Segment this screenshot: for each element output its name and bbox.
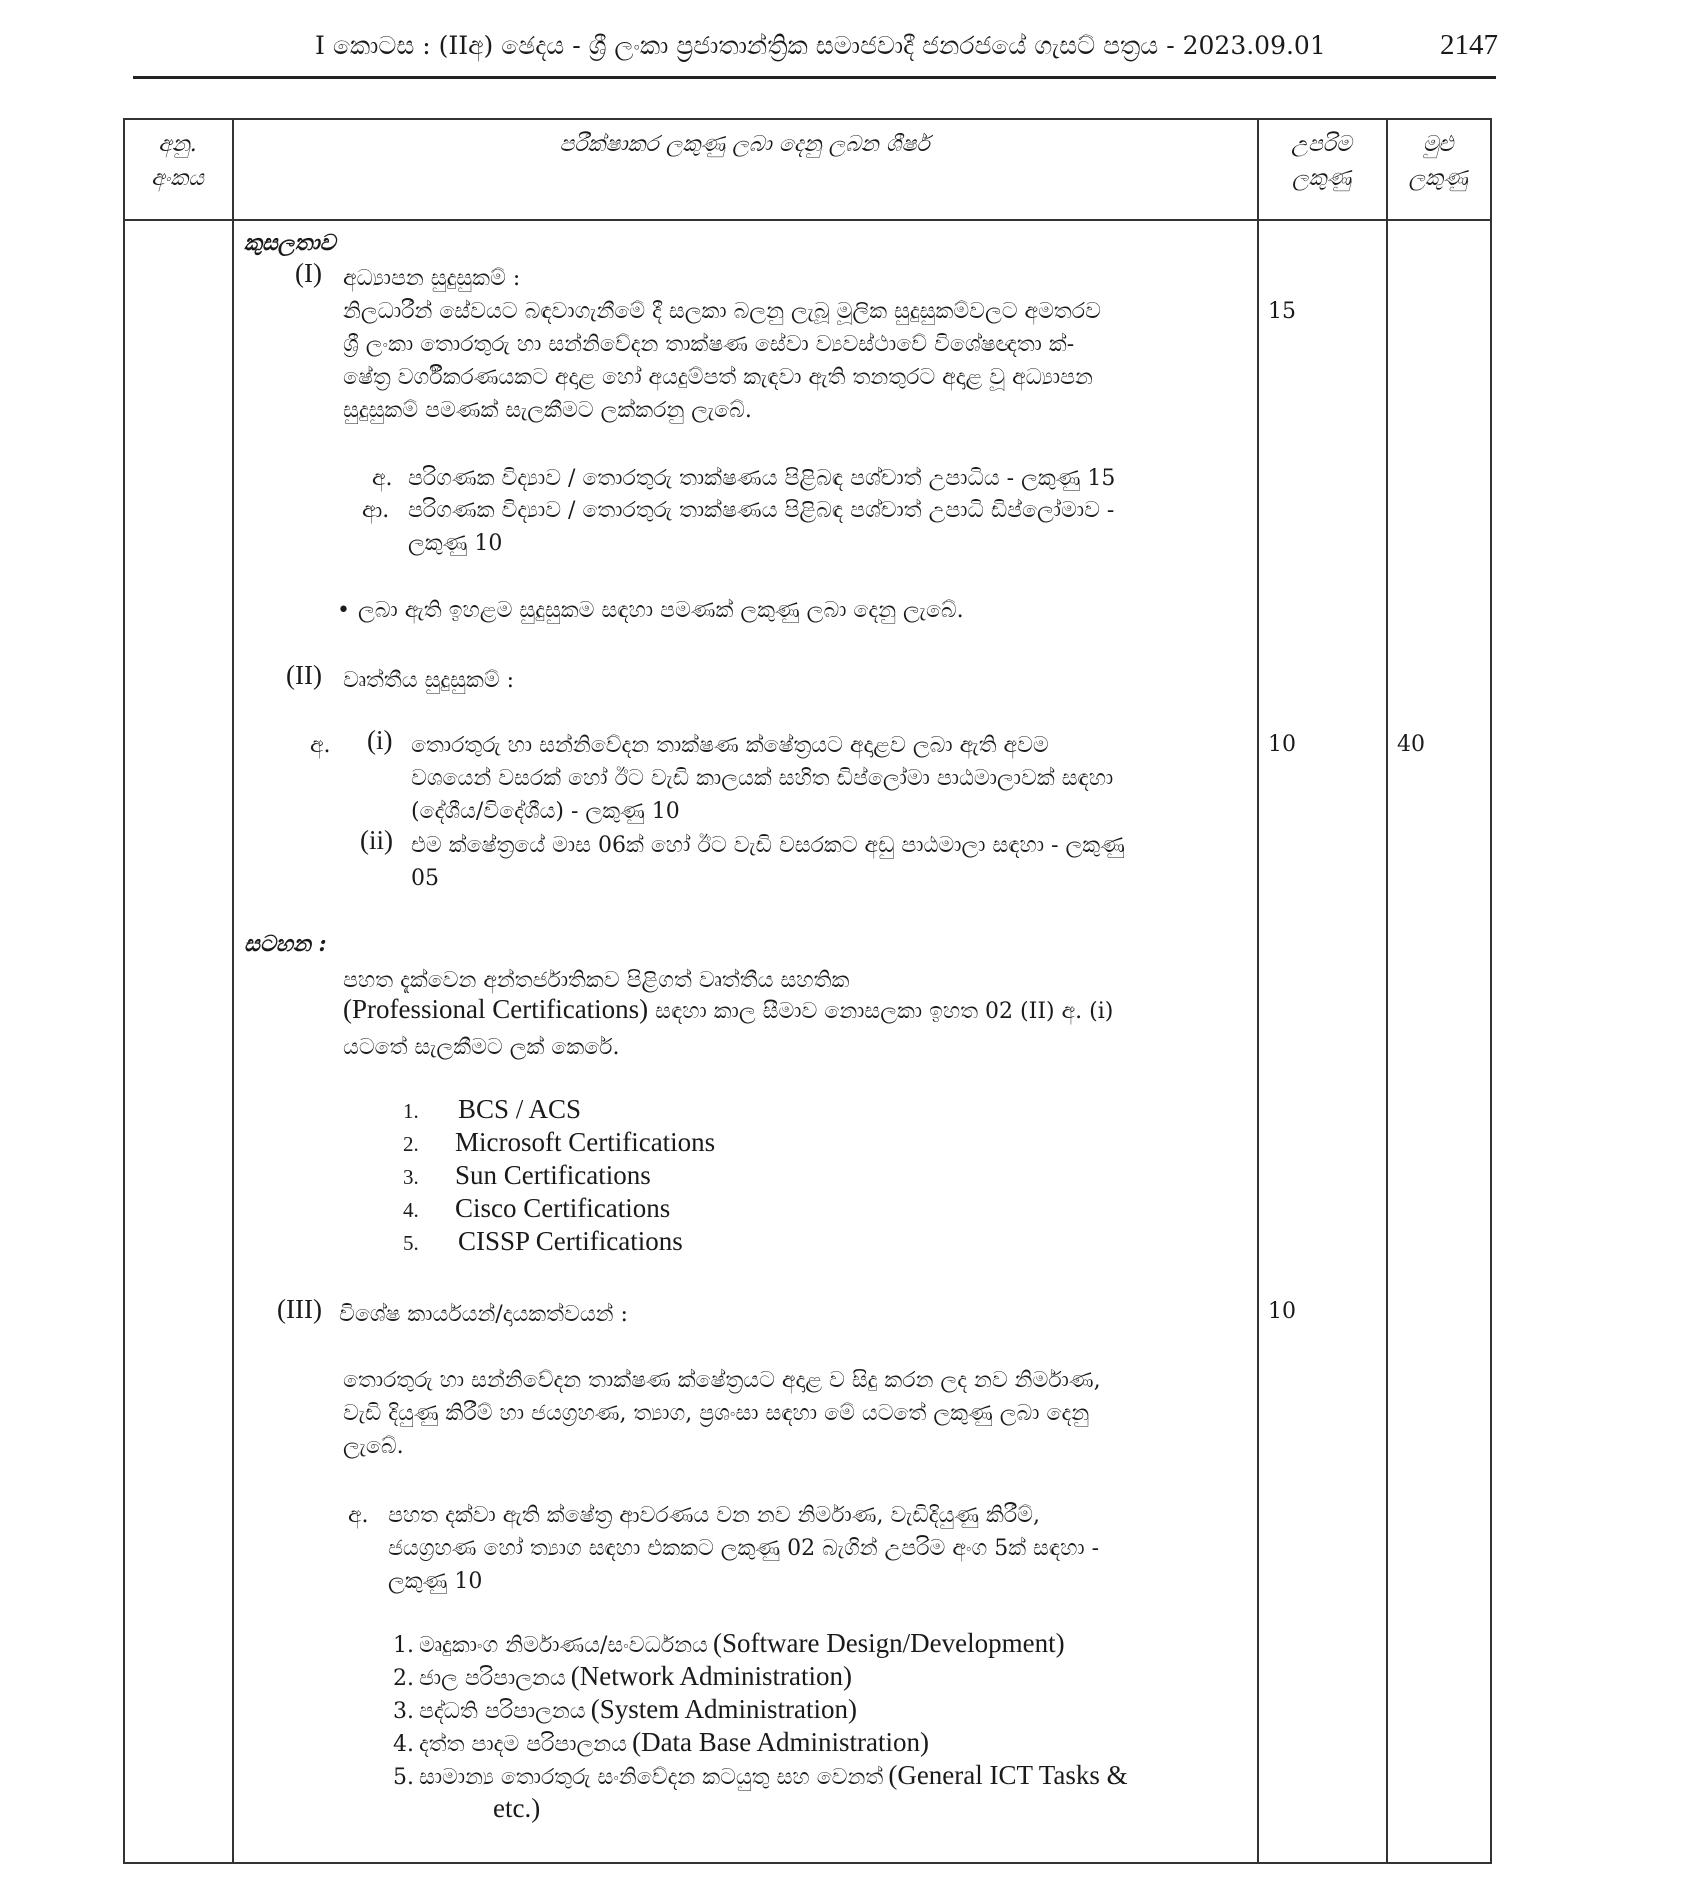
header-serial-no-line2: අංකය: [151, 166, 204, 191]
list-item-number: 5.: [403, 1231, 419, 1255]
list-item-sinhala: සාමාන්‍ය තොරතුරු සංනිවේදන කටයුතු සහ වෙනත්: [419, 1765, 884, 1790]
total-marks: 40: [1397, 732, 1425, 757]
table-bottom-border: [123, 1862, 1492, 1864]
section-1-aa-marker: ආ.: [362, 498, 390, 523]
note-line-2-english: (Professional Certifications): [343, 994, 649, 1024]
certifications-list: [403, 1094, 715, 1259]
header-total-marks-line2: ලකුණු: [1408, 166, 1468, 191]
header-serial-no-line1: අනු.: [158, 132, 197, 157]
header-max-marks-line1: උපරිම: [1291, 132, 1352, 157]
list-item-text: CISSP Certifications: [458, 1226, 683, 1256]
max-marks-special: 10: [1268, 1299, 1296, 1324]
table-left-border: [123, 118, 125, 1863]
section-2-i-text: [411, 729, 1113, 828]
section-1-bullet-note: ලබා ඇති ඉහළම සුදුසුකම සඳහා පමණක් ලකුණු ලබා දෙනු ලැබේ.: [358, 598, 964, 623]
section-2-a-marker: අ.: [310, 733, 331, 758]
header-rule: [133, 76, 1496, 79]
section-1-a-text: පරිගණක විද්‍යාව / තොරතුරු තාක්ෂණය පිළිබඳ පශ්චාත් උපාධිය - ලකුණු 15: [408, 466, 1116, 491]
page-header-title: I කොටස : (IIඅ) ඡෙදය - ශ්‍රී ලංකා ප්‍රජාතාන්ත්‍රික සමාජවාදී ජනරජයේ ගැසට් පත්‍රය - 2023.09.01: [315, 31, 1326, 60]
page-number: 2147: [1440, 29, 1498, 61]
list-item-text: Microsoft Certifications: [455, 1127, 716, 1157]
list-item: [403, 1094, 715, 1127]
section-3-a-marker: අ.: [348, 1503, 369, 1528]
table-top-border: [123, 118, 1492, 120]
list-item-number: 4.: [393, 1732, 414, 1757]
section-2-ii-text: [411, 829, 1125, 895]
section-2-i-line: (දේශීය/විදේශීය) - ලකුණු 10: [411, 799, 680, 824]
section-3-a-line: ජයග්‍රහණ හෝ ත්‍යාග සඳහා එකකට ලකුණු 02 බැගින් උපරිම අංග 5ක් සඳහා -: [388, 1536, 1100, 1561]
list-item-text: Sun Certifications: [455, 1160, 651, 1190]
section-3-a-line: ලකුණු 10: [388, 1569, 483, 1594]
list-item-english: (Software Design/Development): [712, 1628, 1065, 1658]
list-item: [393, 1661, 1128, 1694]
list-item-sinhala: දත්ත පාදම පරිපාලනය: [419, 1732, 627, 1757]
section-3-para-line: තොරතුරු හා සන්නිවේදන තාක්ෂණ ක්ෂේත්‍රයට අදාළ ව සිදු කරන ලද නව නිර්මාණ,: [343, 1368, 1101, 1393]
list-item-number: 2.: [393, 1666, 414, 1691]
list-item: [403, 1127, 715, 1160]
note-line-3: යටතේ සැලකීමට ලක් කෙරේ.: [343, 1035, 620, 1060]
list-item-sinhala: ජාල පරිපාලනය: [419, 1666, 566, 1691]
list-item-english: (System Administration): [590, 1694, 857, 1724]
list-item-english: (Network Administration): [570, 1661, 853, 1691]
section-1-para-line: ශ්‍රී ලංකා තොරතුරු හා සන්නිවේදන තාක්ෂණ සේවා ව්‍යවස්ථාවේ විශේෂඥතා ක්-: [343, 332, 1075, 357]
section-1-para-line: සුදුසුකම් පමණක් සැලකීමට ලක්කරනු ලැබේ.: [343, 398, 752, 423]
table-col-divider-3: [1386, 118, 1388, 1863]
areas-list: [393, 1628, 1128, 1826]
section-2-ii-marker: (ii): [360, 825, 393, 855]
list-item: [403, 1226, 715, 1259]
section-1-title: අධ්‍යාපන සුදුසුකම් :: [343, 266, 521, 291]
list-item-sinhala: පද්ධති පරිපාලනය: [419, 1699, 586, 1724]
list-item: [393, 1727, 1128, 1760]
list-item-text: Cisco Certifications: [455, 1193, 671, 1223]
section-2-title: වෘත්තීය සුදුසුකම් :: [343, 668, 515, 693]
section-1-aa-text-line1: පරිගණක විද්‍යාව / තොරතුරු තාක්ෂණය පිළිබඳ පශ්චාත් උපාධි ඩිප්ලෝමාව -: [408, 498, 1115, 523]
list-item: [403, 1160, 715, 1193]
list-item-number: 3.: [403, 1165, 419, 1189]
max-marks-professional: 10: [1268, 732, 1296, 757]
table-right-border: [1490, 118, 1492, 1863]
section-1-para-line: ෂේත්‍ර වර්ගීකරණයකට අදාළ හෝ අයදුම්පත් කැඳවා ඇති තනතුරට අදාළ වූ අධ්‍යාපන: [343, 365, 1093, 390]
table-header-divider: [123, 219, 1492, 221]
section-3-a-line: පහත දක්වා ඇති ක්ෂේත්‍ර ආවරණය වන නව නිර්මාණ, වැඩිදියුණු කිරීම්,: [388, 1503, 1040, 1528]
note-line-2: [343, 994, 1113, 1028]
list-item-english: etc.): [493, 1793, 541, 1823]
header-serial-no: [125, 128, 230, 196]
max-marks-education: 15: [1268, 299, 1296, 324]
list-item: [393, 1628, 1128, 1661]
header-title: පරීක්ෂාකර ලකුණු ලබා දෙනු ලබන ශීර්ෂ: [559, 132, 930, 157]
section-2-i-marker: (i): [367, 725, 393, 755]
section-3-a-text: [388, 1499, 1099, 1598]
list-item-number: 3.: [393, 1699, 414, 1724]
section-1-a-marker: අ.: [372, 466, 393, 491]
list-item: [393, 1694, 1128, 1727]
section-3-para-line: ලැබේ.: [343, 1434, 404, 1459]
list-item-number: 2.: [403, 1132, 419, 1156]
section-3-para-line: වැඩි දියුණු කිරීම් හා ජයග්‍රහණ, ත්‍යාග, ප්‍රශංසා සඳහා මේ යටතේ ලකුණු ලබා දෙනු: [343, 1401, 1090, 1426]
section-1-label: (I): [295, 258, 322, 288]
note-line-1: පහත දැක්වෙන අන්තර්ජාතිකව පිළිගත් වෘත්තීය සහතික: [343, 968, 850, 993]
header-total-marks-line1: මුළු: [1422, 132, 1454, 157]
section-1-aa-text-line2: ලකුණු 10: [408, 531, 503, 556]
section-3-paragraph: [343, 1364, 1101, 1463]
heading-skill: කුසලතාව: [244, 230, 336, 256]
list-item-number: 5.: [393, 1765, 414, 1790]
section-2-ii-line: එම ක්ෂේත්‍රයේ මාස 06ක් හෝ ඊට වැඩි වසරකට අඩු පාඨමාලා සඳහා - ලකුණු: [411, 833, 1125, 858]
list-item-number: 4.: [403, 1198, 419, 1222]
note-line-2-sinhala: සඳහා කාල සීමාව නොසලකා ඉහත 02 (II) අ. (i): [648, 999, 1114, 1024]
section-2-i-line: තොරතුරු හා සන්නිවේදන තාක්ෂණ ක්ෂේත්‍රයට අදාළව ලබා ඇති අවම: [411, 733, 1049, 758]
section-2-i-line: වශයෙන් වසරක් හෝ ඊට වැඩි කාලයක් සහිත ඩිප්ලෝමා පාඨමාලාවක් සඳහා: [411, 766, 1114, 791]
section-3-label: (III): [277, 1294, 322, 1324]
list-item-sinhala: මෘදුකාංග නිර්මාණය/සංවර්ධනය: [419, 1633, 708, 1658]
list-item-text: BCS / ACS: [458, 1094, 582, 1124]
header-total-marks: [1388, 128, 1488, 196]
list-item: [403, 1193, 715, 1226]
table-col-divider-2: [1257, 118, 1259, 1863]
list-item-english: (General ICT Tasks &: [888, 1760, 1128, 1790]
note-heading: සටහන :: [244, 931, 327, 957]
list-item-english: (Data Base Administration): [632, 1727, 930, 1757]
section-2-label: (II): [286, 660, 322, 690]
list-item-number: 1.: [403, 1099, 419, 1123]
list-item-continuation: [393, 1793, 1128, 1826]
section-1-paragraph: [343, 295, 1251, 427]
section-1-para-line: නිලධාරීන් සේවයට බඳවාගැනීමේ දී සලකා බලනු ලැබූ මූලික සුදුසුකම්වලට අමතරව: [343, 299, 1101, 324]
list-item-number: 1.: [393, 1633, 414, 1658]
header-max-marks-line2: ලකුණු: [1291, 166, 1352, 191]
header-max-marks: [1259, 128, 1384, 196]
section-3-title: විශේෂ කාර්යයන්/දායකත්වයන් :: [339, 1302, 628, 1327]
table-col-divider-1: [232, 118, 234, 1863]
bullet-icon: •: [337, 598, 350, 623]
section-2-ii-line: 05: [411, 866, 439, 891]
list-item: [393, 1760, 1128, 1793]
